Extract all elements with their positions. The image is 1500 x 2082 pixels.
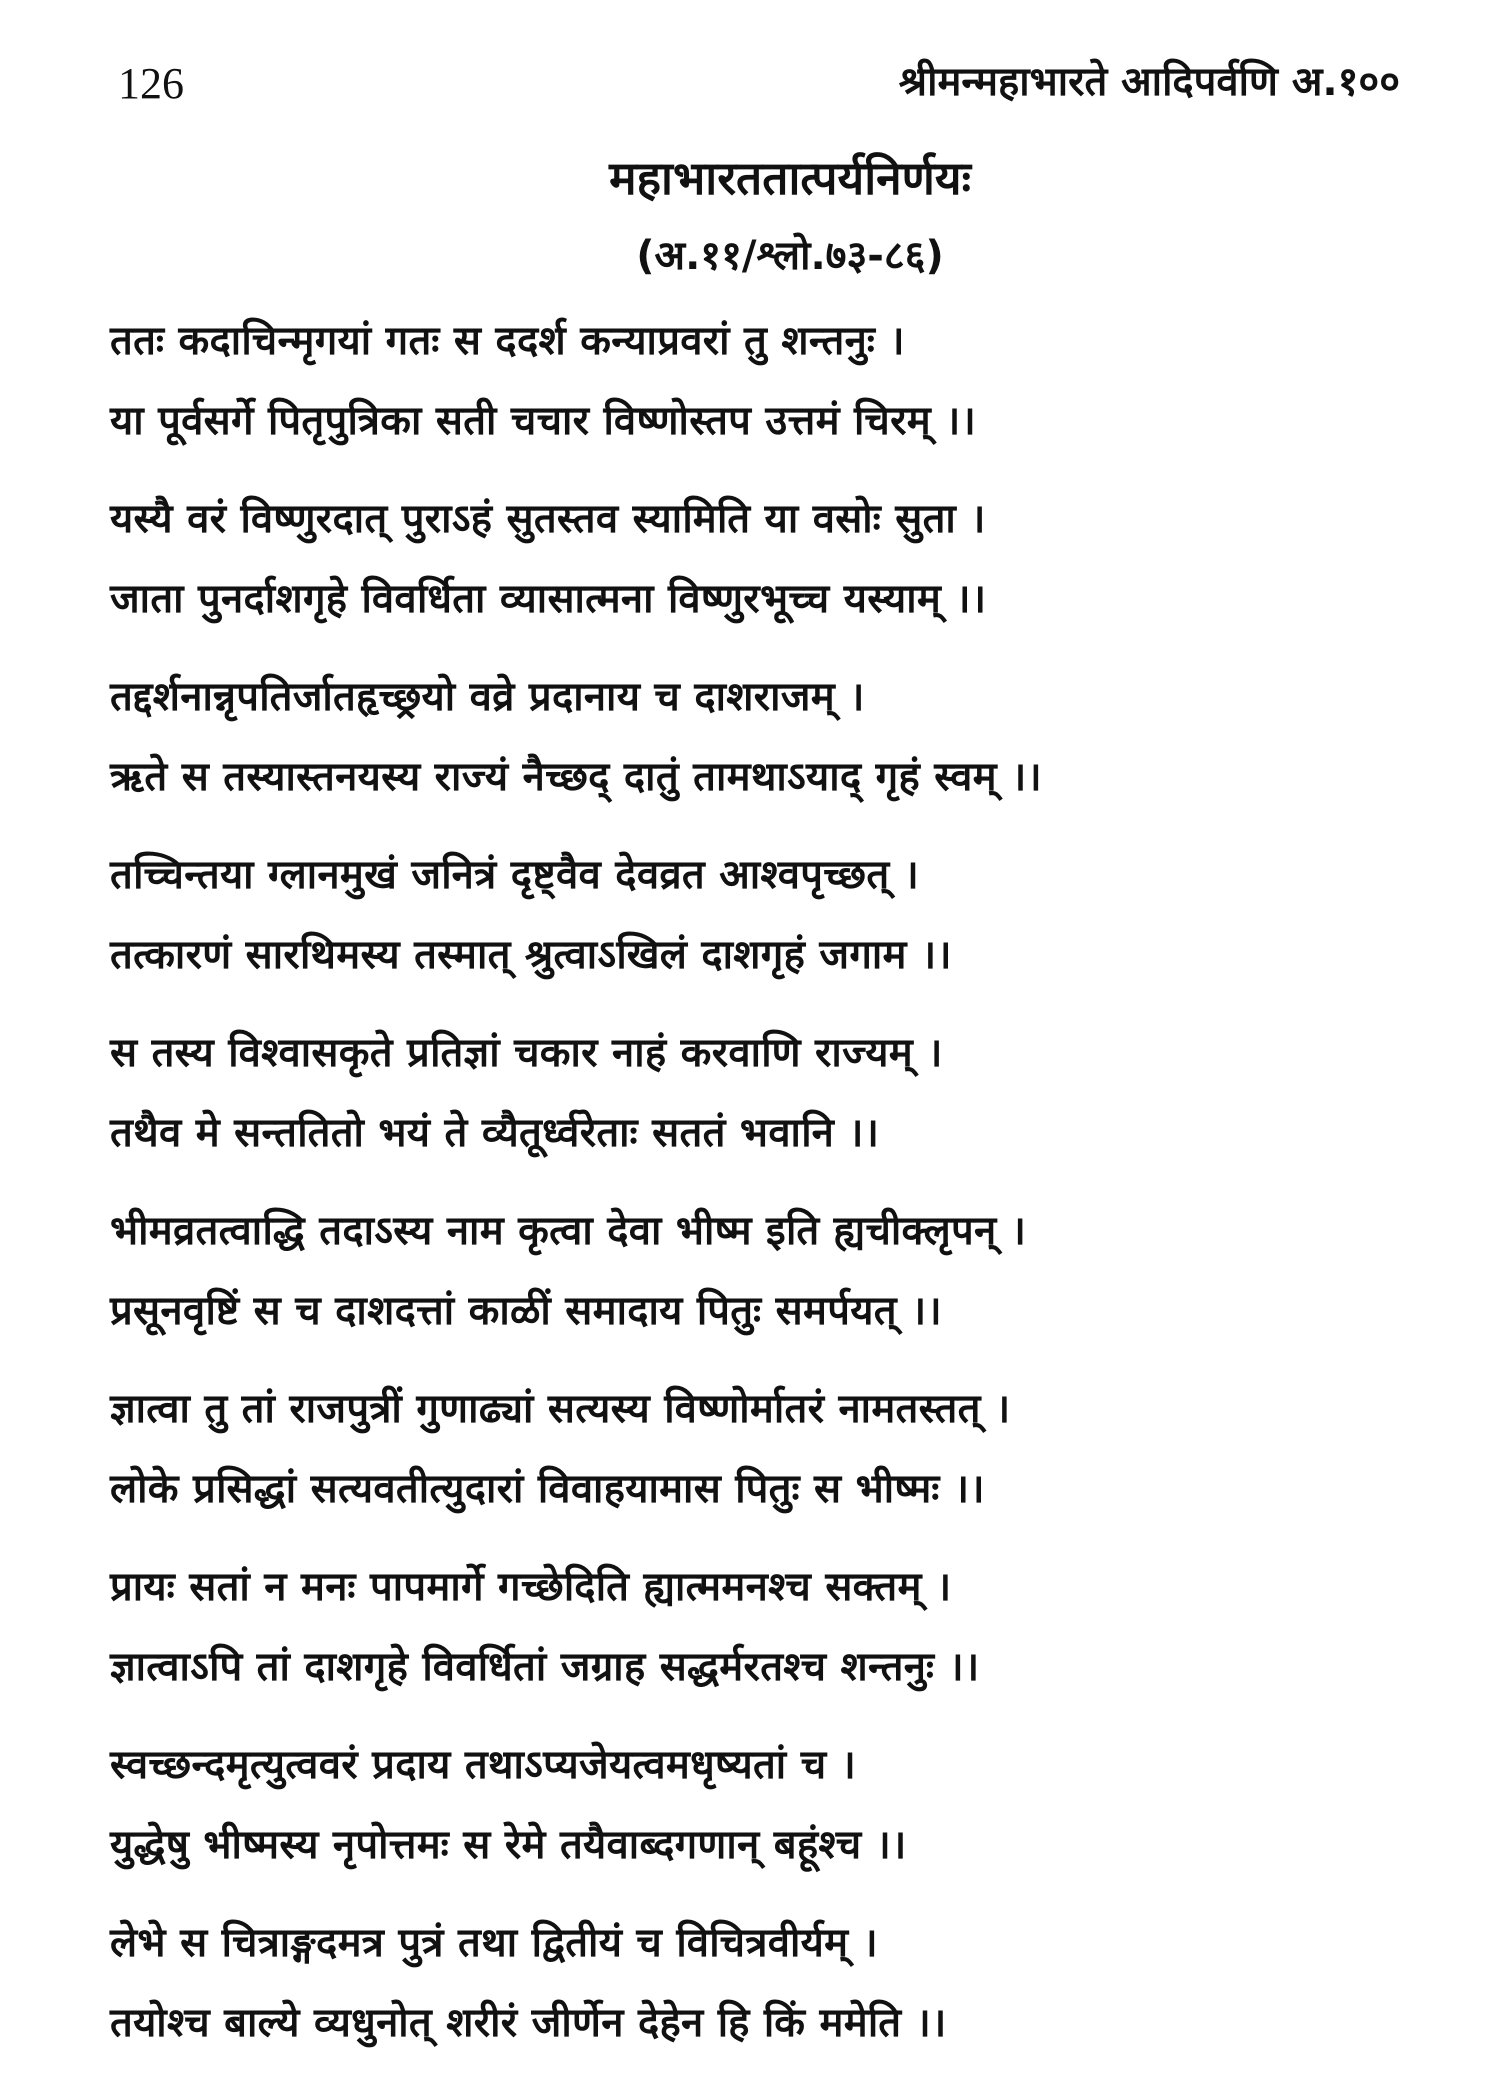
verse: [110, 1014, 1410, 1192]
verse-line: भीमव्रतत्वाद्धि तदाऽस्य नाम कृत्वा देवा भीष्म इति ह्यचीक्लृपन् ।: [110, 1208, 1027, 1254]
verse-line: ज्ञात्वा तु तां राजपुत्रीं गुणाढ्यां सत्यस्य विष्णोर्मातरं नामतस्तत् ।: [110, 1386, 1011, 1432]
verse-line: लोके प्रसिद्धां सत्यवतीत्युदारां विवाहयामास पितुः स भीष्मः ।।: [110, 1466, 985, 1512]
verse-line: जाता पुनर्दाशगृहे विवर्धिता व्यासात्मना विष्णुरभूच्च यस्याम् ।।: [110, 576, 987, 622]
section-title: महाभारततात्पर्यनिर्णयः: [609, 151, 971, 205]
verse-line: या पूर्वसर्गे पितृपुत्रिका सती चचार विष्णोस्तप उत्तमं चिरम् ।।: [110, 398, 977, 444]
verse-list: [110, 302, 1410, 2082]
verse: [110, 1548, 1410, 1726]
verse: [110, 1192, 1410, 1370]
verse-line: स तस्य विश्वासकृते प्रतिज्ञां चकार नाहं करवाणि राज्यम् ।: [110, 1030, 943, 1076]
verse-line: ऋते स तस्यास्तनयस्य राज्यं नैच्छद् दातुं तामथाऽयाद् गृहं स्वम् ।।: [110, 754, 1043, 800]
verse: [110, 480, 1410, 658]
verse-line: प्रसूनवृष्टिं स च दाशदत्तां काळीं समादाय पितुः समर्पयत् ।।: [110, 1288, 942, 1334]
verse-line: लेभे स चित्राङ्गदमत्र पुत्रं तथा द्वितीयं च विचित्रवीर्यम् ।: [110, 1920, 879, 1966]
section-reference: (अ.११/श्लो.७३-८६): [636, 233, 944, 279]
verse-line: प्रायः सतां न मनः पापमार्गे गच्छेदिति ह्यात्ममनश्च सक्तम् ।: [110, 1564, 952, 1610]
verse-line: यस्यै वरं विष्णुरदात् पुराऽहं सुतस्तव स्यामिति या वसोः सुता ।: [110, 496, 986, 542]
verse: [110, 658, 1410, 836]
verse-line: तद्दर्शनान्नृपतिर्जातहृच्छ्रयो वव्रे प्रदानाय च दाशराजम् ।: [110, 674, 865, 720]
page-number: 126: [118, 59, 184, 108]
verse-line: तथैव मे सन्ततितो भयं ते व्यैतूर्ध्वरेताः सततं भवानि ।।: [110, 1110, 880, 1156]
verse-line: युद्धेषु भीष्मस्य नृपोत्तमः स रेमे तयैवाब्दगणान् बहूंश्च ।।: [110, 1822, 907, 1868]
verse-line: ज्ञात्वाऽपि तां दाशगृहे विवर्धितां जग्राह सद्धर्मरतश्च शन्तनुः ।।: [110, 1644, 980, 1690]
verse: [110, 1904, 1410, 2082]
verse: [110, 1370, 1410, 1548]
verse: [110, 1726, 1410, 1904]
verse: [110, 302, 1410, 480]
verse: [110, 836, 1410, 1014]
verse-line: तयोश्च बाल्ये व्यधुनोत् शरीरं जीर्णेन देहेन हि किं ममेति ।।: [110, 2000, 947, 2046]
running-head: श्रीमन्महाभारते आदिपर्वणि अ.१००: [898, 59, 1400, 105]
verse-line: ततः कदाचिन्मृगयां गतः स ददर्श कन्याप्रवरां तु शन्तनुः ।: [110, 318, 905, 364]
verse-line: स्वच्छन्दमृत्युत्ववरं प्रदाय तथाऽप्यजेयत्वमधृष्यतां च ।: [110, 1742, 857, 1788]
verse-line: तत्कारणं सारथिमस्य तस्मात् श्रुत्वाऽखिलं दाशगृहं जगाम ।।: [110, 932, 952, 978]
verse-line: तच्चिन्तया ग्लानमुखं जनित्रं दृष्ट्वैव देवव्रत आश्वपृच्छत् ।: [110, 852, 920, 898]
